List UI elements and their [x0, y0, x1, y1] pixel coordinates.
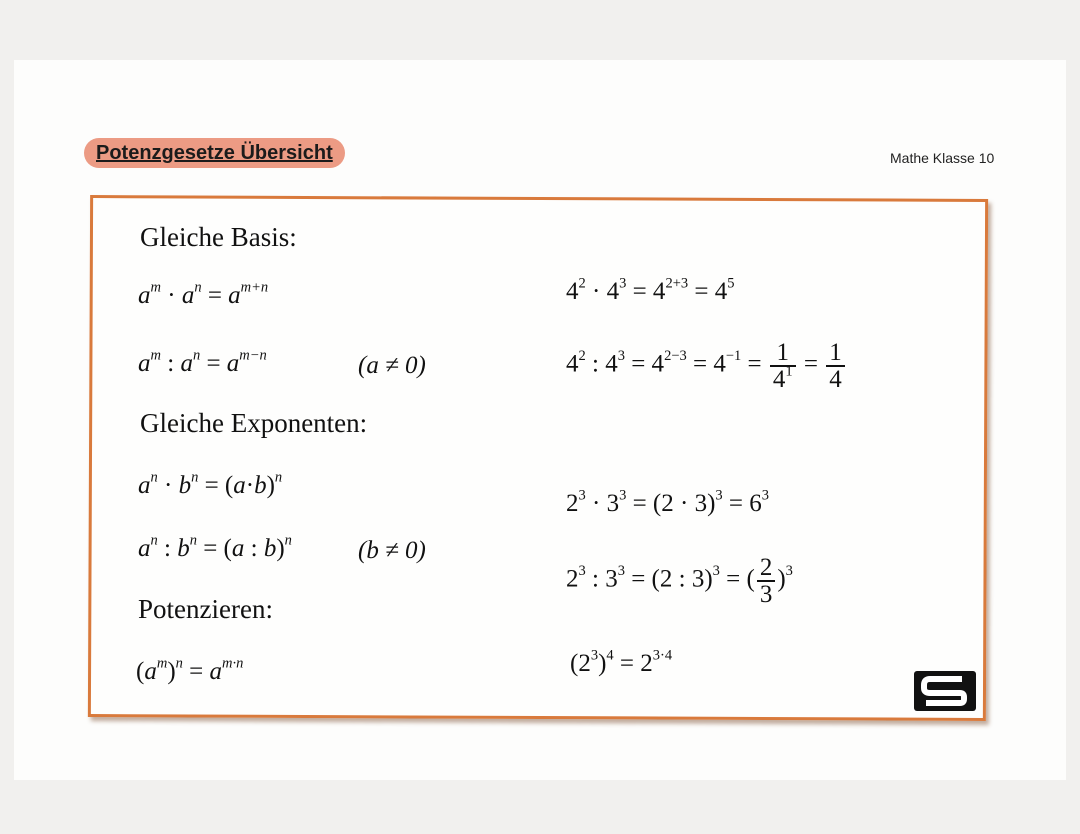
example-power-of-power: $(2^3)^4 = 2^{3\cdot 4}$	[570, 647, 673, 677]
example-divide-same-exponent: $2^3$ : $3^3 = (2$ : 3)$^3$ = ( $\frac{2}{3}$ )$^3$	[566, 554, 793, 608]
subject-label: Mathe Klasse 10	[890, 150, 995, 166]
condition-b-not-zero: (b ≠ 0)	[358, 537, 426, 564]
example-divide-same-base: $4^2$ : $4^3 = 4^{2-3} = 4^{-1}$ = $\frac{1}{4^1}$ = $\frac{1}{4}$	[566, 340, 847, 392]
rule-divide-same-base: $a^m$ : $a^n = a^{m-n}$	[138, 347, 267, 377]
example-multiply-same-exponent: $2^3 \cdot 3^3 = (2 \cdot 3)^3 = 6^3$	[566, 487, 770, 517]
rule-multiply-same-base: $a^m \cdot a^n = a^{m+n}$	[138, 279, 269, 309]
heading-potenzieren: Potenzieren:	[138, 594, 273, 624]
s-letter-icon	[914, 671, 976, 711]
condition-a-not-zero: (a ≠ 0)	[358, 352, 426, 379]
formula-card	[88, 195, 988, 721]
rule-power-of-power: $(a^m)^n = a^{m\cdot n}$	[136, 655, 244, 685]
title-badge	[84, 138, 345, 168]
rule-divide-same-exponent: $a^n$ : $b^n = (a$ : b)$^n$	[138, 532, 292, 562]
page-title: Potenzgesetze Übersicht	[96, 141, 333, 164]
rule-multiply-same-exponent: $a^n \cdot b^n = (a\cdot b)^n$	[138, 469, 283, 499]
heading-gleiche-exponenten: Gleiche Exponenten:	[140, 408, 368, 438]
brand-logo	[914, 671, 976, 711]
example-multiply-same-base: $4^2 \cdot 4^3 = 4^{2+3} = 4^5$	[566, 275, 735, 305]
heading-gleiche-basis: Gleiche Basis:	[140, 222, 297, 252]
